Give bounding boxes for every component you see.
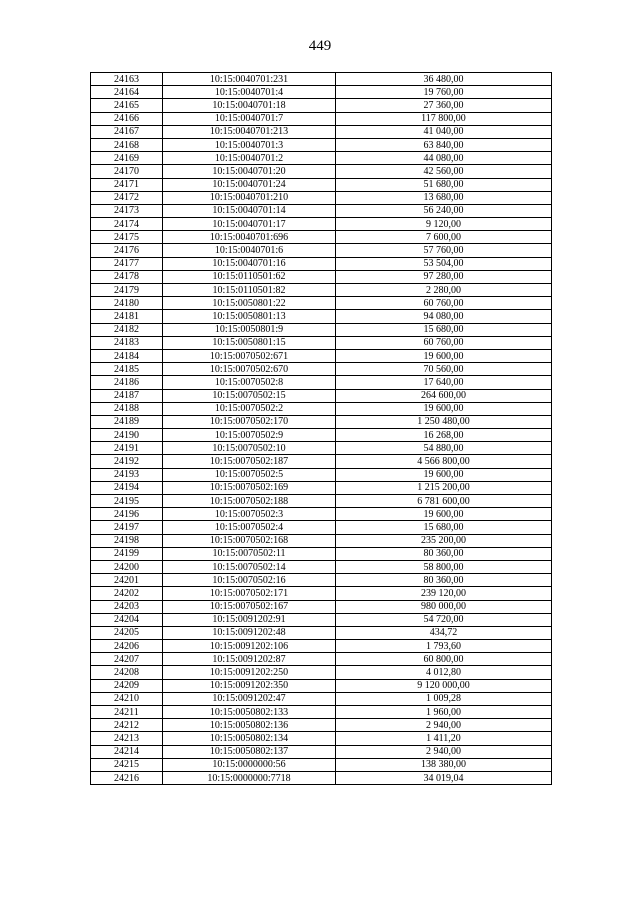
value-cell: 1 793,60 (336, 640, 552, 653)
table-row (91, 455, 552, 468)
cadastral-number-cell: 10:15:0040701:2 (163, 152, 336, 165)
row-number-cell: 24193 (91, 468, 163, 481)
cadastral-number-cell: 10:15:0070502:187 (163, 455, 336, 468)
table-row (91, 204, 552, 217)
cadastral-number-cell: 10:15:0000000:56 (163, 758, 336, 771)
value-cell: 7 600,00 (336, 231, 552, 244)
value-cell: 44 080,00 (336, 152, 552, 165)
value-cell: 2 280,00 (336, 284, 552, 297)
value-cell: 19 600,00 (336, 508, 552, 521)
row-number-cell: 24203 (91, 600, 163, 613)
row-number-cell: 24171 (91, 178, 163, 191)
table-row (91, 257, 552, 270)
value-cell: 60 760,00 (336, 297, 552, 310)
table-row (91, 73, 552, 86)
row-number-cell: 24183 (91, 336, 163, 349)
row-number-cell: 24191 (91, 442, 163, 455)
row-number-cell: 24195 (91, 495, 163, 508)
table-row (91, 376, 552, 389)
row-number-cell: 24188 (91, 402, 163, 415)
value-cell: 13 680,00 (336, 191, 552, 204)
cadastral-number-cell: 10:15:0110501:82 (163, 284, 336, 297)
row-number-cell: 24166 (91, 112, 163, 125)
value-cell: 53 504,00 (336, 257, 552, 270)
value-cell: 9 120,00 (336, 218, 552, 231)
row-number-cell: 24207 (91, 653, 163, 666)
value-cell: 17 640,00 (336, 376, 552, 389)
row-number-cell: 24197 (91, 521, 163, 534)
page-number: 449 (308, 38, 332, 54)
cadastral-number-cell: 10:15:0040701:4 (163, 86, 336, 99)
table-row (91, 442, 552, 455)
table-row (91, 138, 552, 151)
row-number-cell: 24201 (91, 574, 163, 587)
row-number-cell: 24199 (91, 547, 163, 560)
cadastral-number-cell: 10:15:0050802:133 (163, 706, 336, 719)
table-row (91, 270, 552, 283)
table-row (91, 468, 552, 481)
row-number-cell: 24205 (91, 626, 163, 639)
row-number-cell: 24168 (91, 138, 163, 151)
row-number-cell: 24216 (91, 771, 163, 784)
value-cell: 19 600,00 (336, 468, 552, 481)
value-cell: 94 080,00 (336, 310, 552, 323)
value-cell: 41 040,00 (336, 125, 552, 138)
table-body (91, 73, 552, 785)
cadastral-value-table (90, 72, 552, 785)
table-row (91, 534, 552, 547)
cadastral-number-cell: 10:15:0040701:696 (163, 231, 336, 244)
table-row (91, 429, 552, 442)
cadastral-number-cell: 10:15:0040701:7 (163, 112, 336, 125)
row-number-cell: 24173 (91, 204, 163, 217)
table-row (91, 560, 552, 573)
value-cell: 235 200,00 (336, 534, 552, 547)
row-number-cell: 24179 (91, 284, 163, 297)
cadastral-number-cell: 10:15:0070502:16 (163, 574, 336, 587)
row-number-cell: 24178 (91, 270, 163, 283)
cadastral-number-cell: 10:15:0070502:169 (163, 481, 336, 494)
table-row (91, 218, 552, 231)
row-number-cell: 24182 (91, 323, 163, 336)
value-cell: 19 760,00 (336, 86, 552, 99)
row-number-cell: 24213 (91, 732, 163, 745)
table-row (91, 349, 552, 362)
value-cell: 60 760,00 (336, 336, 552, 349)
cadastral-number-cell: 10:15:0040701:213 (163, 125, 336, 138)
table-row (91, 547, 552, 560)
row-number-cell: 24164 (91, 86, 163, 99)
cadastral-number-cell: 10:15:0040701:3 (163, 138, 336, 151)
table-row (91, 719, 552, 732)
value-cell: 63 840,00 (336, 138, 552, 151)
cadastral-number-cell: 10:15:0050801:9 (163, 323, 336, 336)
cadastral-number-cell: 10:15:0040701:16 (163, 257, 336, 270)
cadastral-number-cell: 10:15:0070502:167 (163, 600, 336, 613)
value-cell: 1 009,28 (336, 692, 552, 705)
cadastral-number-cell: 10:15:0070502:670 (163, 363, 336, 376)
table-row (91, 336, 552, 349)
table-row (91, 310, 552, 323)
cadastral-number-cell: 10:15:0091202:250 (163, 666, 336, 679)
cadastral-number-cell: 10:15:0070502:2 (163, 402, 336, 415)
cadastral-number-cell: 10:15:0070502:168 (163, 534, 336, 547)
table-row (91, 284, 552, 297)
value-cell: 2 940,00 (336, 745, 552, 758)
value-cell: 54 720,00 (336, 613, 552, 626)
cadastral-number-cell: 10:15:0050802:136 (163, 719, 336, 732)
table-row (91, 706, 552, 719)
row-number-cell: 24200 (91, 560, 163, 573)
row-number-cell: 24214 (91, 745, 163, 758)
row-number-cell: 24194 (91, 481, 163, 494)
cadastral-number-cell: 10:15:0050802:137 (163, 745, 336, 758)
value-cell: 1 411,20 (336, 732, 552, 745)
value-cell: 36 480,00 (336, 73, 552, 86)
row-number-cell: 24192 (91, 455, 163, 468)
row-number-cell: 24190 (91, 429, 163, 442)
table-row (91, 626, 552, 639)
table-row (91, 297, 552, 310)
cadastral-number-cell: 10:15:0040701:210 (163, 191, 336, 204)
cadastral-number-cell: 10:15:0070502:3 (163, 508, 336, 521)
value-cell: 16 268,00 (336, 429, 552, 442)
table-row (91, 732, 552, 745)
value-cell: 19 600,00 (336, 402, 552, 415)
value-cell: 4 566 800,00 (336, 455, 552, 468)
cadastral-number-cell: 10:15:0070502:188 (163, 495, 336, 508)
table-row (91, 481, 552, 494)
value-cell: 42 560,00 (336, 165, 552, 178)
row-number-cell: 24185 (91, 363, 163, 376)
table-row (91, 231, 552, 244)
value-cell: 51 680,00 (336, 178, 552, 191)
table-row (91, 745, 552, 758)
cadastral-number-cell: 10:15:0070502:5 (163, 468, 336, 481)
cadastral-number-cell: 10:15:0091202:350 (163, 679, 336, 692)
cadastral-number-cell: 10:15:0091202:87 (163, 653, 336, 666)
table-row (91, 758, 552, 771)
table-row (91, 771, 552, 784)
cadastral-number-cell: 10:15:0070502:10 (163, 442, 336, 455)
value-cell: 80 360,00 (336, 574, 552, 587)
table-row (91, 165, 552, 178)
table-row (91, 508, 552, 521)
value-cell: 6 781 600,00 (336, 495, 552, 508)
cadastral-number-cell: 10:15:0070502:171 (163, 587, 336, 600)
table-row (91, 363, 552, 376)
row-number-cell: 24177 (91, 257, 163, 270)
cadastral-number-cell: 10:15:0040701:24 (163, 178, 336, 191)
cadastral-number-cell: 10:15:0070502:15 (163, 389, 336, 402)
table-row (91, 323, 552, 336)
value-cell: 34 019,04 (336, 771, 552, 784)
table-row (91, 415, 552, 428)
cadastral-number-cell: 10:15:0070502:671 (163, 349, 336, 362)
value-cell: 980 000,00 (336, 600, 552, 613)
cadastral-number-cell: 10:15:0040701:231 (163, 73, 336, 86)
value-cell: 27 360,00 (336, 99, 552, 112)
value-cell: 9 120 000,00 (336, 679, 552, 692)
value-cell: 54 880,00 (336, 442, 552, 455)
value-cell: 1 960,00 (336, 706, 552, 719)
value-cell: 57 760,00 (336, 244, 552, 257)
cadastral-number-cell: 10:15:0091202:106 (163, 640, 336, 653)
row-number-cell: 24167 (91, 125, 163, 138)
cadastral-number-cell: 10:15:0091202:47 (163, 692, 336, 705)
table-row (91, 574, 552, 587)
row-number-cell: 24163 (91, 73, 163, 86)
row-number-cell: 24211 (91, 706, 163, 719)
row-number-cell: 24208 (91, 666, 163, 679)
cadastral-number-cell: 10:15:0040701:18 (163, 99, 336, 112)
value-cell: 4 012,80 (336, 666, 552, 679)
row-number-cell: 24206 (91, 640, 163, 653)
table-row (91, 640, 552, 653)
table-row (91, 99, 552, 112)
cadastral-number-cell: 10:15:0091202:91 (163, 613, 336, 626)
table-row (91, 495, 552, 508)
cadastral-number-cell: 10:15:0070502:4 (163, 521, 336, 534)
table-row (91, 125, 552, 138)
row-number-cell: 24180 (91, 297, 163, 310)
table-row (91, 86, 552, 99)
row-number-cell: 24209 (91, 679, 163, 692)
table-row (91, 389, 552, 402)
table-row (91, 679, 552, 692)
cadastral-number-cell: 10:15:0070502:170 (163, 415, 336, 428)
table-row (91, 191, 552, 204)
cadastral-number-cell: 10:15:0040701:20 (163, 165, 336, 178)
table-row (91, 152, 552, 165)
row-number-cell: 24198 (91, 534, 163, 547)
value-cell: 2 940,00 (336, 719, 552, 732)
row-number-cell: 24186 (91, 376, 163, 389)
value-cell: 56 240,00 (336, 204, 552, 217)
row-number-cell: 24181 (91, 310, 163, 323)
table-row (91, 402, 552, 415)
table-row (91, 666, 552, 679)
table-row (91, 653, 552, 666)
row-number-cell: 24202 (91, 587, 163, 600)
row-number-cell: 24212 (91, 719, 163, 732)
cadastral-number-cell: 10:15:0050801:22 (163, 297, 336, 310)
cadastral-number-cell: 10:15:0070502:14 (163, 560, 336, 573)
value-cell: 19 600,00 (336, 349, 552, 362)
table-row (91, 178, 552, 191)
cadastral-number-cell: 10:15:0070502:8 (163, 376, 336, 389)
table-row (91, 692, 552, 705)
row-number-cell: 24170 (91, 165, 163, 178)
value-cell: 117 800,00 (336, 112, 552, 125)
row-number-cell: 24176 (91, 244, 163, 257)
cadastral-number-cell: 10:15:0040701:17 (163, 218, 336, 231)
row-number-cell: 24196 (91, 508, 163, 521)
cadastral-number-cell: 10:15:0050802:134 (163, 732, 336, 745)
cadastral-number-cell: 10:15:0070502:11 (163, 547, 336, 560)
cadastral-number-cell: 10:15:0050801:13 (163, 310, 336, 323)
row-number-cell: 24184 (91, 349, 163, 362)
cadastral-number-cell: 10:15:0070502:9 (163, 429, 336, 442)
cadastral-number-cell: 10:15:0110501:62 (163, 270, 336, 283)
cadastral-number-cell: 10:15:0000000:7718 (163, 771, 336, 784)
value-cell: 1 250 480,00 (336, 415, 552, 428)
value-cell: 138 380,00 (336, 758, 552, 771)
value-cell: 434,72 (336, 626, 552, 639)
table-row (91, 587, 552, 600)
row-number-cell: 24174 (91, 218, 163, 231)
value-cell: 70 560,00 (336, 363, 552, 376)
row-number-cell: 24165 (91, 99, 163, 112)
row-number-cell: 24204 (91, 613, 163, 626)
value-cell: 239 120,00 (336, 587, 552, 600)
value-cell: 1 215 200,00 (336, 481, 552, 494)
cadastral-number-cell: 10:15:0040701:6 (163, 244, 336, 257)
row-number-cell: 24189 (91, 415, 163, 428)
row-number-cell: 24215 (91, 758, 163, 771)
table-row (91, 600, 552, 613)
cadastral-number-cell: 10:15:0050801:15 (163, 336, 336, 349)
row-number-cell: 24210 (91, 692, 163, 705)
value-cell: 264 600,00 (336, 389, 552, 402)
value-cell: 60 800,00 (336, 653, 552, 666)
row-number-cell: 24187 (91, 389, 163, 402)
value-cell: 80 360,00 (336, 547, 552, 560)
row-number-cell: 24169 (91, 152, 163, 165)
table-row (91, 521, 552, 534)
value-cell: 58 800,00 (336, 560, 552, 573)
table-row (91, 112, 552, 125)
row-number-cell: 24172 (91, 191, 163, 204)
table-row (91, 244, 552, 257)
row-number-cell: 24175 (91, 231, 163, 244)
value-cell: 15 680,00 (336, 323, 552, 336)
cadastral-number-cell: 10:15:0091202:48 (163, 626, 336, 639)
cadastral-number-cell: 10:15:0040701:14 (163, 204, 336, 217)
value-cell: 97 280,00 (336, 270, 552, 283)
value-cell: 15 680,00 (336, 521, 552, 534)
table-row (91, 613, 552, 626)
